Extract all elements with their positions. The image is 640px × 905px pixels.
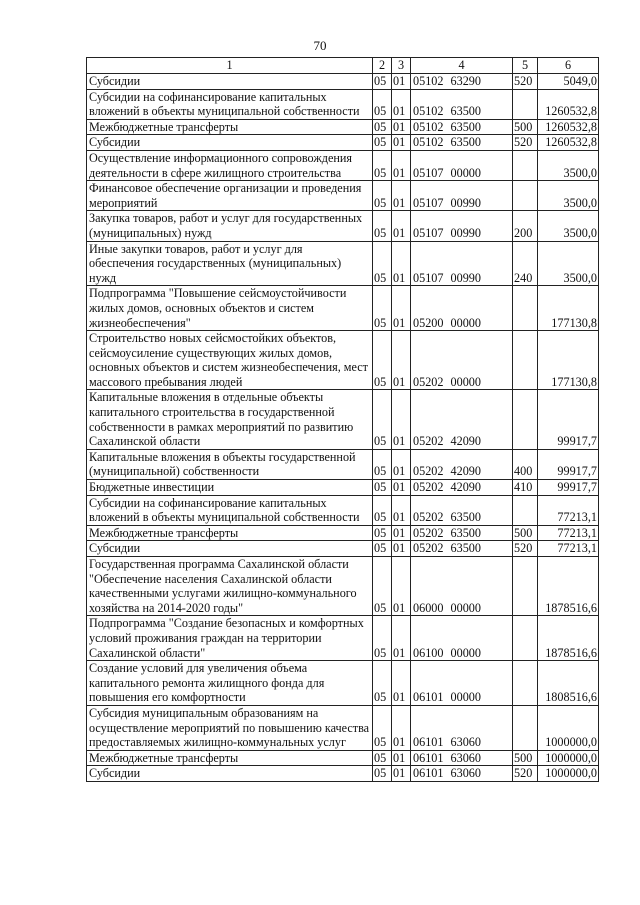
row-name-cell: Финансовое обеспечение организации и проведения мероприятий bbox=[87, 181, 373, 211]
row-subsection-cell: 01 bbox=[392, 766, 411, 782]
row-amount-cell: 1000000,0 bbox=[538, 750, 599, 766]
row-subsection-cell: 01 bbox=[392, 331, 411, 390]
table-row bbox=[87, 286, 599, 331]
table-row bbox=[87, 211, 599, 241]
row-amount-cell: 177130,8 bbox=[538, 331, 599, 390]
table-row bbox=[87, 135, 599, 151]
row-expense-type-cell: 400 bbox=[513, 449, 538, 479]
table-row bbox=[87, 495, 599, 525]
row-subsection-cell: 01 bbox=[392, 74, 411, 90]
row-section-cell: 05 bbox=[373, 89, 392, 119]
row-name-cell: Создание условий для увеличения объема капитального ремонта жилищного фонда для повышения его комфортности bbox=[87, 661, 373, 706]
table-row bbox=[87, 241, 599, 286]
row-section-cell: 05 bbox=[373, 495, 392, 525]
row-name-cell: Бюджетные инвестиции bbox=[87, 480, 373, 496]
row-section-cell: 05 bbox=[373, 616, 392, 661]
row-subsection-cell: 01 bbox=[392, 119, 411, 135]
row-section-cell: 05 bbox=[373, 766, 392, 782]
table-row bbox=[87, 331, 599, 390]
row-expense-type-cell: 200 bbox=[513, 211, 538, 241]
row-target-article-cell: 05202 42090 bbox=[411, 449, 513, 479]
row-section-cell: 05 bbox=[373, 480, 392, 496]
row-amount-cell: 1808516,6 bbox=[538, 661, 599, 706]
row-target-article-cell: 05202 63500 bbox=[411, 541, 513, 557]
table-row bbox=[87, 449, 599, 479]
row-expense-type-cell bbox=[513, 331, 538, 390]
row-name-cell: Субсидии bbox=[87, 766, 373, 782]
row-target-article-cell: 06101 63060 bbox=[411, 750, 513, 766]
row-section-cell: 05 bbox=[373, 211, 392, 241]
row-amount-cell: 99917,7 bbox=[538, 390, 599, 449]
row-amount-cell: 5049,0 bbox=[538, 74, 599, 90]
table-row bbox=[87, 750, 599, 766]
row-target-article-cell: 05202 63500 bbox=[411, 525, 513, 541]
row-expense-type-cell: 520 bbox=[513, 135, 538, 151]
row-section-cell: 05 bbox=[373, 181, 392, 211]
row-section-cell: 05 bbox=[373, 525, 392, 541]
table-row bbox=[87, 150, 599, 180]
row-amount-cell: 3500,0 bbox=[538, 241, 599, 286]
row-target-article-cell: 05107 00990 bbox=[411, 241, 513, 286]
table-row bbox=[87, 181, 599, 211]
table-body bbox=[87, 74, 599, 782]
row-section-cell: 05 bbox=[373, 390, 392, 449]
row-subsection-cell: 01 bbox=[392, 449, 411, 479]
row-expense-type-cell bbox=[513, 495, 538, 525]
row-target-article-cell: 06101 00000 bbox=[411, 661, 513, 706]
row-target-article-cell: 05102 63500 bbox=[411, 119, 513, 135]
row-section-cell: 05 bbox=[373, 661, 392, 706]
row-amount-cell: 77213,1 bbox=[538, 541, 599, 557]
row-target-article-cell: 05102 63500 bbox=[411, 135, 513, 151]
row-amount-cell: 1878516,6 bbox=[538, 557, 599, 616]
header-col-3: 3 bbox=[392, 58, 411, 74]
row-expense-type-cell bbox=[513, 390, 538, 449]
row-subsection-cell: 01 bbox=[392, 150, 411, 180]
row-target-article-cell: 05107 00000 bbox=[411, 150, 513, 180]
header-col-6: 6 bbox=[538, 58, 599, 74]
row-name-cell: Субсидии bbox=[87, 135, 373, 151]
row-target-article-cell: 05107 00990 bbox=[411, 181, 513, 211]
row-subsection-cell: 01 bbox=[392, 480, 411, 496]
row-amount-cell: 3500,0 bbox=[538, 181, 599, 211]
row-expense-type-cell: 500 bbox=[513, 119, 538, 135]
header-col-1: 1 bbox=[87, 58, 373, 74]
table-row bbox=[87, 616, 599, 661]
table-row bbox=[87, 557, 599, 616]
row-expense-type-cell bbox=[513, 557, 538, 616]
row-subsection-cell: 01 bbox=[392, 495, 411, 525]
row-amount-cell: 1878516,6 bbox=[538, 616, 599, 661]
row-section-cell: 05 bbox=[373, 150, 392, 180]
row-subsection-cell: 01 bbox=[392, 616, 411, 661]
header-col-5: 5 bbox=[513, 58, 538, 74]
row-section-cell: 05 bbox=[373, 541, 392, 557]
row-subsection-cell: 01 bbox=[392, 557, 411, 616]
row-expense-type-cell bbox=[513, 705, 538, 750]
row-amount-cell: 1260532,8 bbox=[538, 89, 599, 119]
row-subsection-cell: 01 bbox=[392, 181, 411, 211]
row-expense-type-cell bbox=[513, 661, 538, 706]
row-amount-cell: 99917,7 bbox=[538, 480, 599, 496]
row-name-cell: Капитальные вложения в отдельные объекты капитального строительства в государственной собственности в рамках мероприятий по развитию Сахалинской области bbox=[87, 390, 373, 449]
row-amount-cell: 1260532,8 bbox=[538, 135, 599, 151]
row-amount-cell: 1000000,0 bbox=[538, 705, 599, 750]
row-amount-cell: 99917,7 bbox=[538, 449, 599, 479]
row-section-cell: 05 bbox=[373, 750, 392, 766]
row-expense-type-cell bbox=[513, 181, 538, 211]
budget-table bbox=[86, 57, 599, 782]
row-expense-type-cell: 410 bbox=[513, 480, 538, 496]
table-row bbox=[87, 661, 599, 706]
row-expense-type-cell: 500 bbox=[513, 525, 538, 541]
row-name-cell: Межбюджетные трансферты bbox=[87, 525, 373, 541]
table-row bbox=[87, 525, 599, 541]
row-target-article-cell: 06000 00000 bbox=[411, 557, 513, 616]
row-target-article-cell: 06101 63060 bbox=[411, 705, 513, 750]
row-expense-type-cell bbox=[513, 616, 538, 661]
table-row bbox=[87, 89, 599, 119]
row-target-article-cell: 05102 63500 bbox=[411, 89, 513, 119]
row-amount-cell: 177130,8 bbox=[538, 286, 599, 331]
row-amount-cell: 1260532,8 bbox=[538, 119, 599, 135]
row-name-cell: Закупка товаров, работ и услуг для государственных (муниципальных) нужд bbox=[87, 211, 373, 241]
row-target-article-cell: 05102 63290 bbox=[411, 74, 513, 90]
row-expense-type-cell: 520 bbox=[513, 74, 538, 90]
row-name-cell: Подпрограмма "Повышение сейсмоустойчивости жилых домов, основных объектов и систем жизнеобеспечения" bbox=[87, 286, 373, 331]
row-subsection-cell: 01 bbox=[392, 661, 411, 706]
row-subsection-cell: 01 bbox=[392, 750, 411, 766]
row-name-cell: Иные закупки товаров, работ и услуг для обеспечения государственных (муниципальных) нужд bbox=[87, 241, 373, 286]
row-subsection-cell: 01 bbox=[392, 390, 411, 449]
row-subsection-cell: 01 bbox=[392, 541, 411, 557]
table-row bbox=[87, 119, 599, 135]
row-target-article-cell: 06101 63060 bbox=[411, 766, 513, 782]
page-number: 70 bbox=[313, 38, 327, 53]
row-name-cell: Осуществление информационного сопровождения деятельности в сфере жилищного строительства bbox=[87, 150, 373, 180]
row-name-cell: Субсидии на софинансирование капитальных вложений в объекты муниципальной собственности bbox=[87, 495, 373, 525]
row-name-cell: Межбюджетные трансферты bbox=[87, 119, 373, 135]
row-subsection-cell: 01 bbox=[392, 135, 411, 151]
row-subsection-cell: 01 bbox=[392, 525, 411, 541]
row-expense-type-cell bbox=[513, 150, 538, 180]
table-row bbox=[87, 541, 599, 557]
row-expense-type-cell: 520 bbox=[513, 541, 538, 557]
row-section-cell: 05 bbox=[373, 557, 392, 616]
row-subsection-cell: 01 bbox=[392, 241, 411, 286]
row-amount-cell: 77213,1 bbox=[538, 525, 599, 541]
table-header-row bbox=[87, 58, 599, 74]
row-section-cell: 05 bbox=[373, 119, 392, 135]
row-target-article-cell: 05202 42090 bbox=[411, 480, 513, 496]
row-section-cell: 05 bbox=[373, 135, 392, 151]
row-target-article-cell: 06100 00000 bbox=[411, 616, 513, 661]
row-name-cell: Строительство новых сейсмостойких объектов, сейсмоусиление существующих жилых домов, основных объектов и систем жизнеобеспечения, мест массового пребывания людей bbox=[87, 331, 373, 390]
table-row bbox=[87, 766, 599, 782]
row-expense-type-cell: 240 bbox=[513, 241, 538, 286]
row-name-cell: Межбюджетные трансферты bbox=[87, 750, 373, 766]
row-name-cell: Подпрограмма "Создание безопасных и комфортных условий проживания граждан на территории Сахалинской области" bbox=[87, 616, 373, 661]
row-amount-cell: 1000000,0 bbox=[538, 766, 599, 782]
row-target-article-cell: 05200 00000 bbox=[411, 286, 513, 331]
row-section-cell: 05 bbox=[373, 449, 392, 479]
row-subsection-cell: 01 bbox=[392, 705, 411, 750]
row-section-cell: 05 bbox=[373, 705, 392, 750]
table-row bbox=[87, 705, 599, 750]
row-target-article-cell: 05107 00990 bbox=[411, 211, 513, 241]
row-name-cell: Субсидии bbox=[87, 541, 373, 557]
row-expense-type-cell: 500 bbox=[513, 750, 538, 766]
row-amount-cell: 77213,1 bbox=[538, 495, 599, 525]
row-name-cell: Субсидия муниципальным образованиям на осуществление мероприятий по повышению качества предоставляемых жилищно-коммунальных услуг bbox=[87, 705, 373, 750]
row-name-cell: Субсидии bbox=[87, 74, 373, 90]
row-name-cell: Субсидии на софинансирование капитальных вложений в объекты муниципальной собственности bbox=[87, 89, 373, 119]
row-expense-type-cell: 520 bbox=[513, 766, 538, 782]
row-name-cell: Государственная программа Сахалинской области "Обеспечение населения Сахалинской области качественными услугами жилищно-коммунального хозяйства на 2014-2020 годы" bbox=[87, 557, 373, 616]
table-row bbox=[87, 390, 599, 449]
row-target-article-cell: 05202 00000 bbox=[411, 331, 513, 390]
row-section-cell: 05 bbox=[373, 286, 392, 331]
row-subsection-cell: 01 bbox=[392, 286, 411, 331]
row-section-cell: 05 bbox=[373, 74, 392, 90]
row-name-cell: Капитальные вложения в объекты государственной (муниципальной) собственности bbox=[87, 449, 373, 479]
row-amount-cell: 3500,0 bbox=[538, 211, 599, 241]
row-section-cell: 05 bbox=[373, 331, 392, 390]
row-amount-cell: 3500,0 bbox=[538, 150, 599, 180]
table-row bbox=[87, 480, 599, 496]
table-row bbox=[87, 74, 599, 90]
header-col-2: 2 bbox=[373, 58, 392, 74]
row-section-cell: 05 bbox=[373, 241, 392, 286]
row-expense-type-cell bbox=[513, 286, 538, 331]
row-subsection-cell: 01 bbox=[392, 89, 411, 119]
header-col-4: 4 bbox=[411, 58, 513, 74]
row-subsection-cell: 01 bbox=[392, 211, 411, 241]
row-expense-type-cell bbox=[513, 89, 538, 119]
row-target-article-cell: 05202 42090 bbox=[411, 390, 513, 449]
row-target-article-cell: 05202 63500 bbox=[411, 495, 513, 525]
